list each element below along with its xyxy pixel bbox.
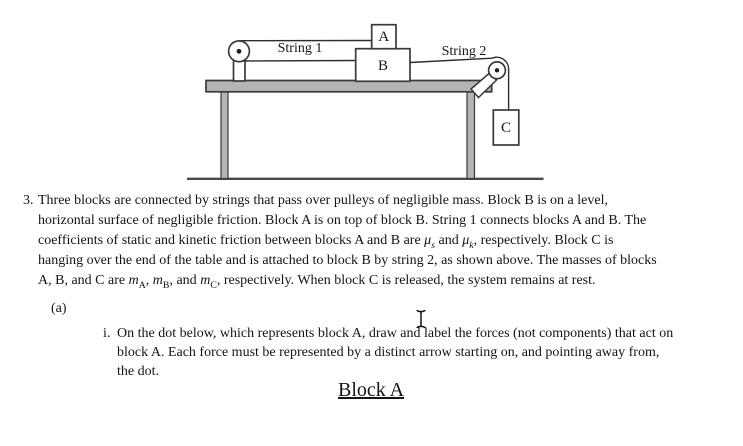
block-c-letter: C — [500, 120, 512, 136]
item-i-text-line: i. On the dot below, which represents block A, draw and label the forces (not components) that act on — [103, 326, 674, 341]
string2-label: String 2 — [441, 44, 487, 59]
physics-diagram — [0, 0, 743, 195]
table-top — [206, 81, 492, 92]
pulley-left-hub-dot — [237, 49, 242, 54]
block-a-section-label: Block A — [338, 379, 405, 401]
problem-text-line: hanging over the end of the table and is attached to block B by string 2, as shown above. The masses of blocks — [38, 253, 657, 268]
problem-text-line: A, B, and C are $m_A$, $m_B$, and $m_C$, respectively. When block C is released, the system remains at rest. — [38, 273, 596, 291]
problem-number: 3. — [23, 193, 34, 208]
problem-text-line: coefficients of static and kinetic friction between blocks A and B are $\mu_s$ and $\mu_k$, respectively. Block C is — [38, 233, 614, 251]
string1-label: String 1 — [277, 41, 323, 56]
item-i-text-line: block A. Each force must be represented by a distinct arrow starting on, and pointing away from, — [117, 345, 660, 360]
string1-lower-line — [242, 61, 357, 62]
problem-statement — [23, 191, 657, 291]
item-i-number: i. — [103, 326, 111, 341]
table-leg-left — [221, 91, 228, 179]
text-cursor-ibeam-icon — [414, 309, 428, 329]
block-b-letter: B — [377, 58, 389, 74]
item-i-text-line: the dot. — [117, 364, 159, 379]
problem-text-line: horizontal surface of negligible friction. Block A is on top of block B. String 1 connects blocks A and B. The — [38, 213, 647, 228]
pulley-right-hub-dot — [495, 68, 499, 72]
block-a-letter: A — [378, 29, 390, 45]
table-leg-right — [467, 91, 475, 179]
part-a-label: (a) — [51, 301, 67, 316]
problem-text-line: 3. Three blocks are connected by strings that pass over pulleys of negligible mass. Block B is on a level, — [23, 191, 657, 211]
item-i — [103, 324, 673, 381]
